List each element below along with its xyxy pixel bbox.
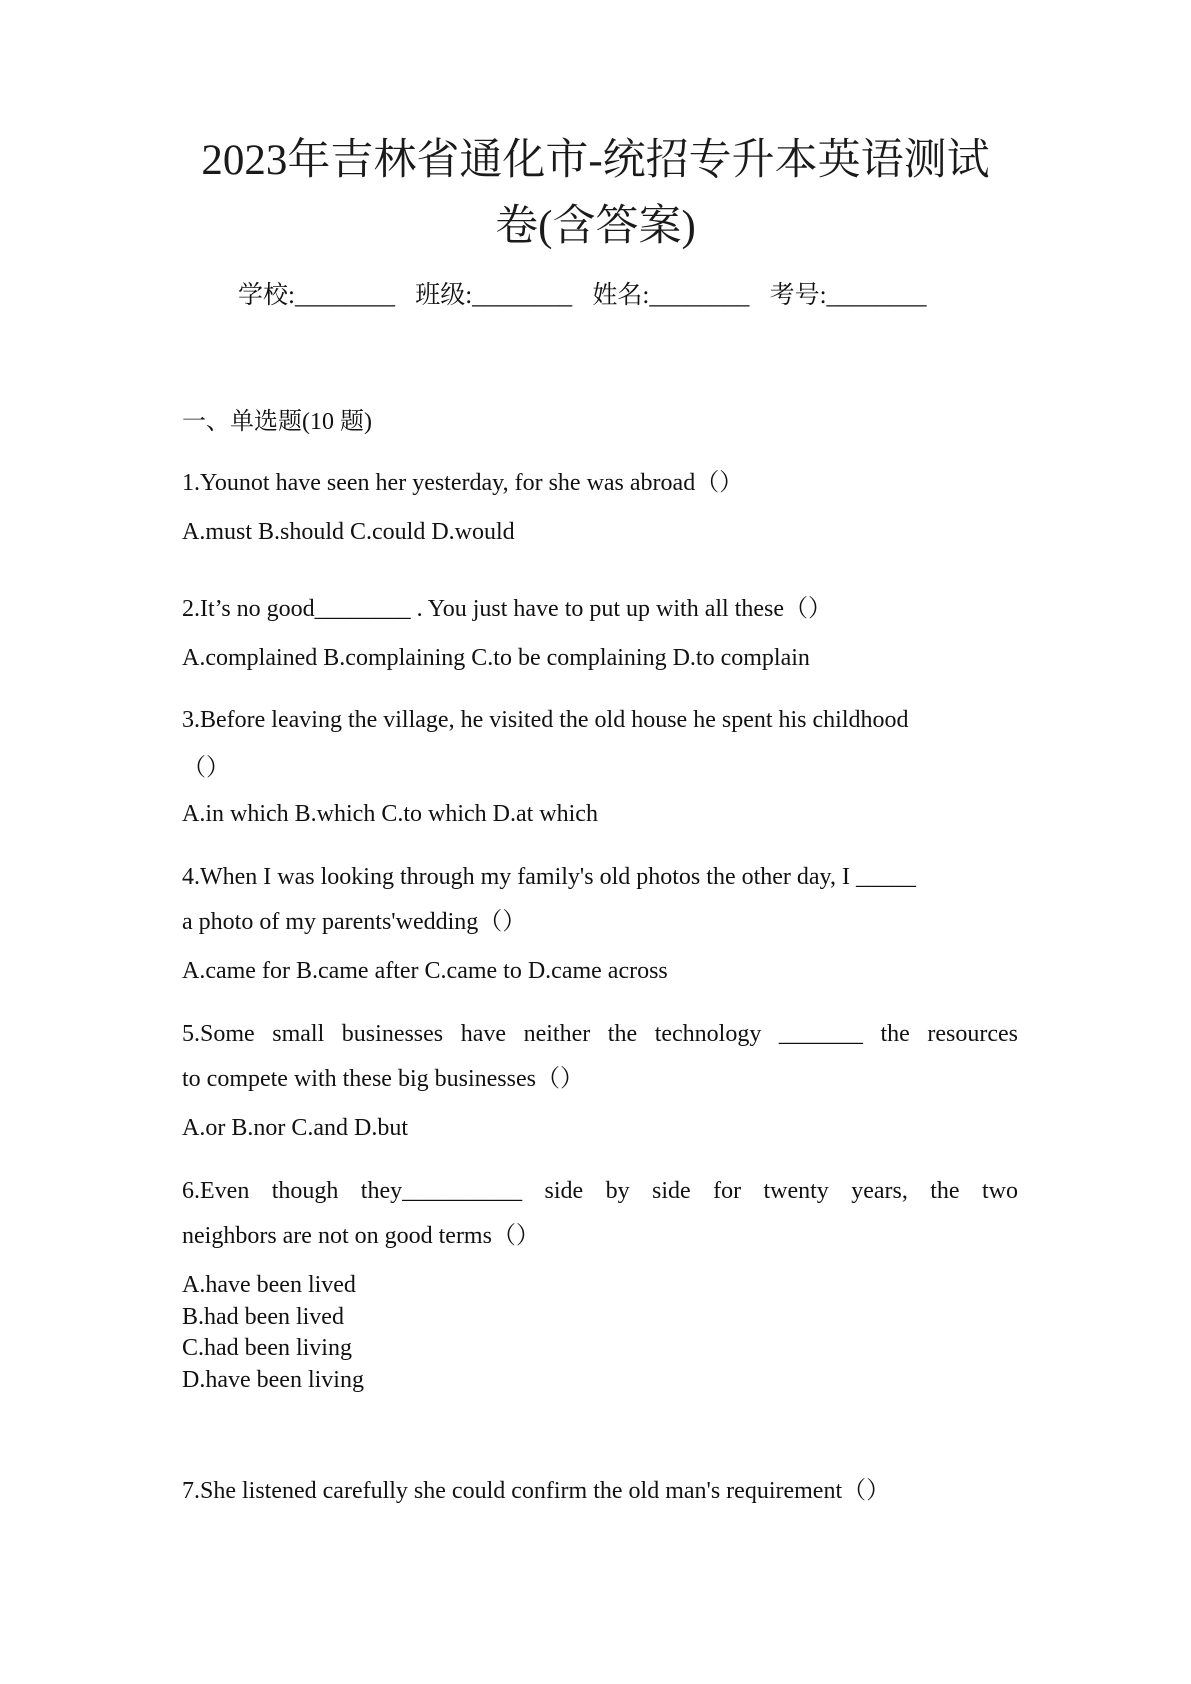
question-5-text-line-2: to compete with these big businesses（） [182, 1066, 584, 1092]
question-4-text-line-2: a photo of my parents'wedding（） [182, 909, 527, 935]
question-6-options [182, 1270, 364, 1396]
title-line-2: 卷(含答案) [495, 203, 696, 250]
question-6-text-line-2: neighbors are not on good terms（） [182, 1223, 540, 1249]
question-4-text-line-1: 4.When I was looking through my family's old photos the other day, I _____ [182, 864, 916, 890]
question-5-text-line-1: 5.Some small businesses have neither the technology _______ the resources [182, 1021, 1018, 1047]
class-field: 班级:________ [415, 282, 573, 309]
exam-number-field: 考号:________ [769, 282, 927, 309]
school-field: 学校:________ [238, 282, 395, 309]
question-2-text: 2.It’s no good________ . You just have to put up with all these（） [182, 596, 832, 622]
question-1-options: A.must B.should C.could D.would [182, 519, 515, 545]
question-5-options: A.or B.nor C.and D.but [182, 1115, 408, 1141]
question-3-text-line-2: （） [182, 755, 230, 781]
question-2-options: A.complained B.complaining C.to be complaining D.to complain [182, 645, 810, 671]
section-heading: 一、单选题(10 题) [182, 409, 372, 435]
question-6-option-b: B.had been lived [182, 1303, 344, 1330]
question-4-options: A.came for B.came after C.came to D.came across [182, 958, 668, 984]
question-6-option-d: D.have been living [182, 1366, 364, 1393]
question-7-text: 7.She listened carefully she could confirm the old man's requirement（） [182, 1478, 891, 1504]
question-6-option-c: C.had been living [182, 1335, 352, 1361]
document-title [130, 128, 1061, 260]
name-field: 姓名:________ [592, 282, 750, 309]
question-6-text-line-1: 6.Even though they__________ side by side for twenty years, the two [182, 1178, 1018, 1204]
title-line-1: 2023年吉林省通化市-统招专升本英语测试 [201, 137, 990, 184]
question-1-text: 1.Younot have seen her yesterday, for she was abroad（） [182, 470, 744, 496]
question-6-option-a: A.have been lived [182, 1272, 356, 1298]
question-3-options: A.in which B.which C.to which D.at which [182, 801, 598, 827]
student-info-line [238, 280, 941, 312]
question-3-text-line-1: 3.Before leaving the village, he visited the old house he spent his childhood [182, 707, 909, 733]
